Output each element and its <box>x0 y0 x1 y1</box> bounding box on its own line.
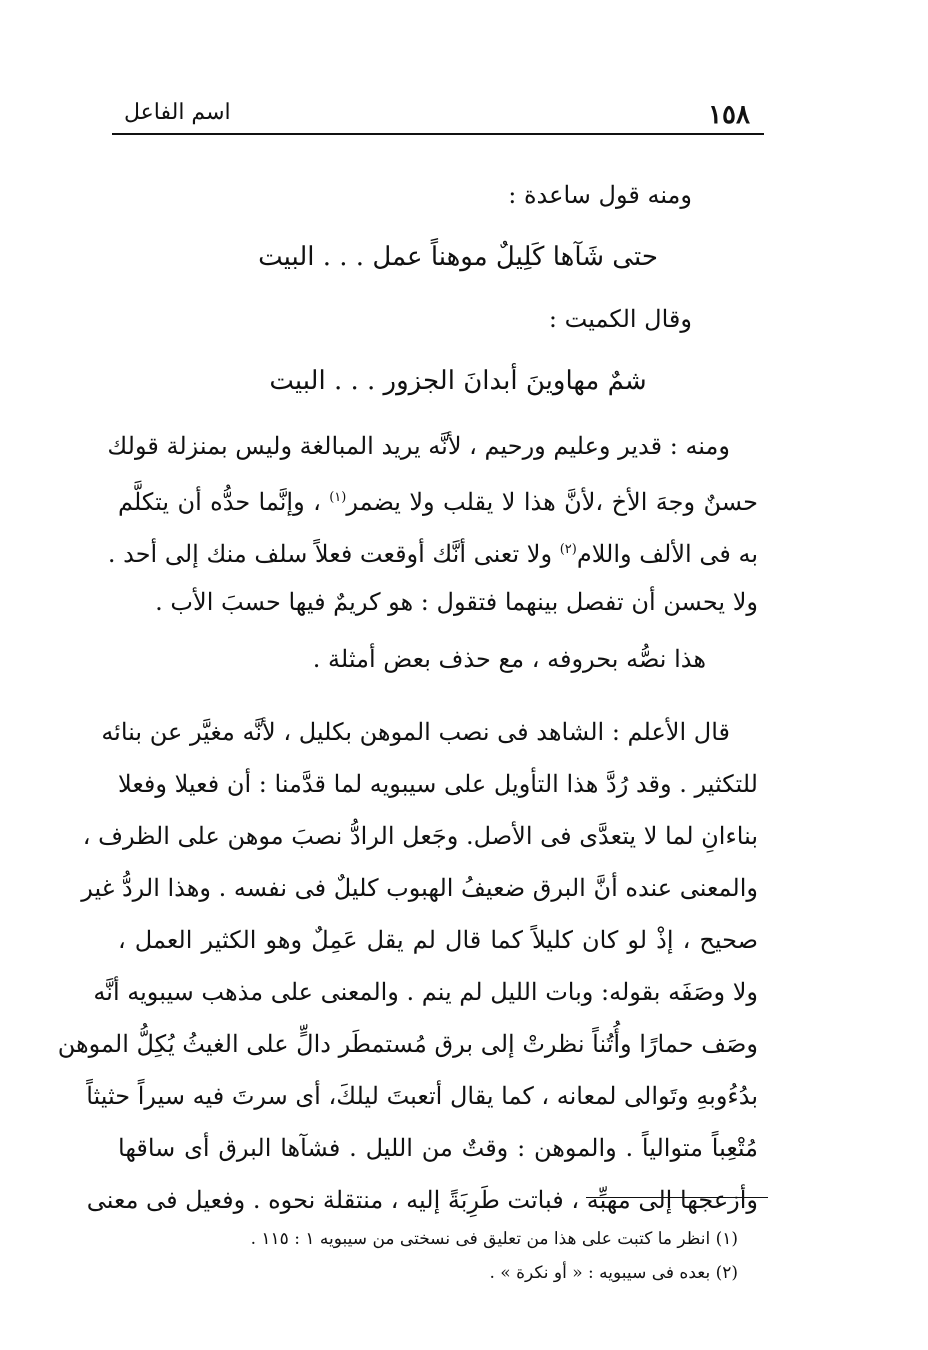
footnote-rule <box>586 1197 768 1198</box>
intro-kumayt: وقال الكميت : <box>548 305 692 333</box>
paragraph-line: بناءانِ لما لا يتعدَّى فى الأصل. وجَعل الرادُّ نصبَ موهن على الظرف ، <box>82 822 758 850</box>
paragraph-line <box>107 524 758 576</box>
paragraph-line: قال الأعلم : الشاهد فى نصب الموهن بكليل ، لأنَّه مغيَّر عن بنائه <box>101 718 730 746</box>
footnote-2: (٢) بعده فى سيبويه : « أو نكرة » . <box>489 1263 738 1283</box>
header-rule <box>112 133 764 135</box>
spacer <box>118 412 758 420</box>
paragraph-line: والمعنى عنده أنَّ البرق ضعيفُ الهبوب كليلٌ فى نفسه . وهذا الردُّ غير <box>81 874 758 902</box>
paragraph-line: وصَف حمارًا وأُتُناً نظرتْ إلى برق مُستمطَر دالٍّ على الغيثُ يُكِلُّ الموهن <box>57 1030 758 1058</box>
quote-end-note: هذا نصُّه بحروفه ، مع حذف بعض أمثلة . <box>312 645 706 673</box>
paragraph-line <box>118 472 758 524</box>
footnote-1: (١) انظر ما كتبت على هذا من تعليق فى نسختى من سيبويه ١ : ١١٥ . <box>250 1229 738 1249</box>
paragraph-line: وأزعجها إلى مهبِّه ، فباتت طَرِبَةً إليه ، منتقلة نحوه . وفعيل فى معنى <box>86 1186 758 1214</box>
running-head <box>112 94 764 134</box>
paragraph-text: حسنٌ وجهَ الأخ ،لأنَّ هذا لا يقلب ولا يضمر <box>346 488 759 516</box>
paragraph-2 <box>57 706 758 1226</box>
paragraph-line: مُتْعِباً متوالياً . والموهن : وقتٌ من الليل . فشآها البرق أى ساقها <box>118 1134 758 1162</box>
paragraph-text: ، وإنَّما حدُّه أن يتكلَّم <box>118 488 321 516</box>
paragraph-line: بدُءُوبهِ وتَوالى لمعانه ، كما يقال أتعبتَ ليلكَ، أى سرتَ فيه سيراً حثيثاً <box>86 1082 758 1110</box>
spacer <box>118 690 758 706</box>
paragraph-line: ولا يحسن أن تفصل بينهما فتقول : هو كريمٌ فيها حسبَ الأب . <box>155 588 758 616</box>
intro-sa-ida: ومنه قول ساعدة : <box>508 181 692 209</box>
footnote-mark-2: (٢) <box>559 542 577 557</box>
paragraph-line: ولا وصَفَه بقوله: وبات الليل لم ينم . والمعنى على مذهب سيبويه أنَّه <box>93 978 758 1006</box>
paragraph-line: صحيح ، إذْ لو كان كليلاً كما قال لم يقل عَمِلٌ وهو الكثير العمل ، <box>118 926 758 954</box>
footnotes <box>118 1222 738 1290</box>
paragraph-text: به فى الألف واللام <box>576 540 758 568</box>
page-number: ١٥٨ <box>708 100 750 130</box>
paragraph-line: ومنه : قدير وعليم ورحيم ، لأنَّه يريد المبالغة وليس بمنزلة قولك <box>107 432 730 460</box>
main-text <box>57 164 759 1226</box>
paragraph-line: للتكثير . وقد رُدَّ هذا التأويل على سيبويه لما قدَّمنا : أن فعيلا وفعلا <box>118 770 758 798</box>
paragraph-1 <box>107 420 759 628</box>
verse-line-2: شمٌ مهاوينَ أبدانَ الجزور . . . البيت <box>269 366 647 396</box>
footnote-mark-1: (١) <box>329 490 347 505</box>
verse-line-1: حتى شَآها كَلِيلٌ موهناً عمل . . . البيت <box>258 242 658 272</box>
paragraph-text: ولا تعنى أنَّك أوقعت فعلاً سلف منك إلى أحد . <box>107 540 553 568</box>
section-title: اسم الفاعل <box>124 100 231 125</box>
